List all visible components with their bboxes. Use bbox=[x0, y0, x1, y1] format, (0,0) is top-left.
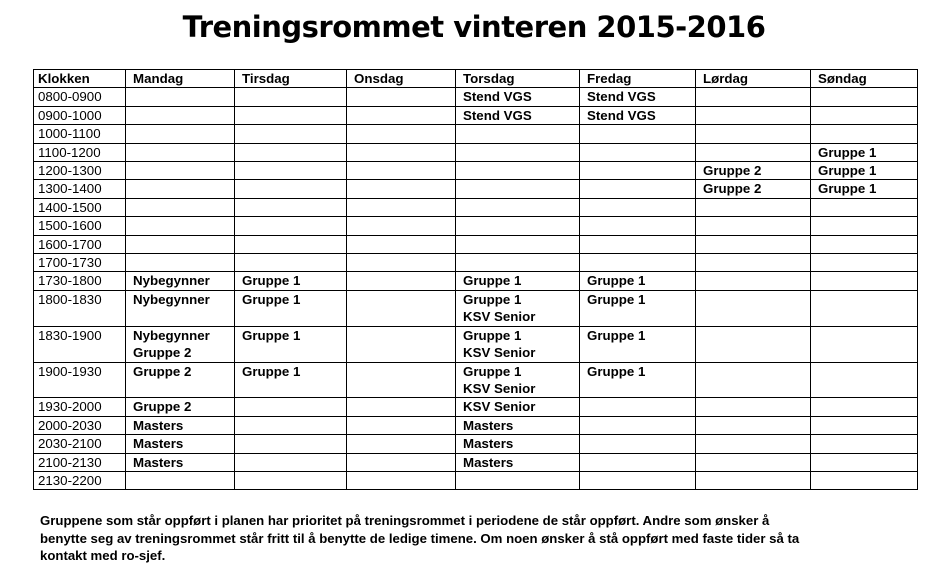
schedule-cell-wed bbox=[347, 180, 456, 198]
schedule-cell-tue bbox=[235, 198, 347, 216]
time-slot-cell: 1300-1400 bbox=[34, 180, 126, 198]
time-slot-cell: 1400-1500 bbox=[34, 198, 126, 216]
column-header-mon: Mandag bbox=[126, 70, 235, 88]
schedule-cell-thu bbox=[456, 180, 580, 198]
schedule-cell-wed bbox=[347, 162, 456, 180]
time-slot-cell: 1800-1830 bbox=[34, 290, 126, 326]
schedule-cell-fri bbox=[580, 180, 696, 198]
time-slot-cell: 1930-2000 bbox=[34, 398, 126, 416]
schedule-cell-fri bbox=[580, 435, 696, 453]
table-row bbox=[34, 290, 918, 326]
time-slot-cell: 1100-1200 bbox=[34, 143, 126, 161]
table-row bbox=[34, 471, 918, 489]
schedule-cell-tue: Gruppe 1 bbox=[235, 272, 347, 290]
schedule-cell-thu: Gruppe 1 bbox=[456, 272, 580, 290]
schedule-cell-mon: Gruppe 2 bbox=[126, 398, 235, 416]
schedule-cell-thu bbox=[456, 198, 580, 216]
schedule-cell-tue bbox=[235, 125, 347, 143]
schedule-cell-tue bbox=[235, 143, 347, 161]
table-row bbox=[34, 180, 918, 198]
schedule-cell-fri bbox=[580, 398, 696, 416]
schedule-cell-tue bbox=[235, 162, 347, 180]
schedule-body bbox=[34, 88, 918, 490]
schedule-cell-sat bbox=[696, 398, 811, 416]
schedule-cell-thu bbox=[456, 362, 580, 398]
schedule-cell-sun: Gruppe 1 bbox=[811, 143, 918, 161]
table-row bbox=[34, 235, 918, 253]
time-slot-cell: 1200-1300 bbox=[34, 162, 126, 180]
schedule-cell-wed bbox=[347, 362, 456, 398]
time-slot-cell: 1600-1700 bbox=[34, 235, 126, 253]
table-row bbox=[34, 326, 918, 362]
page-title: Treningsrommet vinteren 2015-2016 bbox=[182, 10, 766, 44]
schedule-cell-mon bbox=[126, 162, 235, 180]
schedule-cell-sat bbox=[696, 435, 811, 453]
table-row bbox=[34, 272, 918, 290]
schedule-cell-sun bbox=[811, 416, 918, 434]
cell-entry: KSV Senior bbox=[463, 309, 536, 325]
schedule-cell-sat bbox=[696, 272, 811, 290]
schedule-cell-sun bbox=[811, 198, 918, 216]
table-row bbox=[34, 198, 918, 216]
schedule-cell-mon: Nybegynner bbox=[126, 290, 235, 326]
schedule-cell-fri bbox=[580, 453, 696, 471]
schedule-cell-mon bbox=[126, 235, 235, 253]
time-slot-cell: 2130-2200 bbox=[34, 471, 126, 489]
schedule-cell-thu: Stend VGS bbox=[456, 106, 580, 124]
table-row bbox=[34, 398, 918, 416]
schedule-cell-fri: Stend VGS bbox=[580, 88, 696, 106]
schedule-cell-sun bbox=[811, 235, 918, 253]
schedule-cell-wed bbox=[347, 290, 456, 326]
schedule-cell-thu: Masters bbox=[456, 435, 580, 453]
schedule-cell-tue bbox=[235, 254, 347, 272]
table-row bbox=[34, 416, 918, 434]
schedule-cell-sun bbox=[811, 398, 918, 416]
schedule-cell-sun bbox=[811, 290, 918, 326]
schedule-cell-tue bbox=[235, 88, 347, 106]
time-slot-cell: 1730-1800 bbox=[34, 272, 126, 290]
schedule-cell-sun bbox=[811, 217, 918, 235]
schedule-cell-thu bbox=[456, 471, 580, 489]
schedule-cell-fri bbox=[580, 162, 696, 180]
table-row bbox=[34, 106, 918, 124]
schedule-cell-sun bbox=[811, 326, 918, 362]
table-row bbox=[34, 125, 918, 143]
schedule-cell-mon bbox=[126, 125, 235, 143]
footer-line-3: kontakt med ro-sjef. bbox=[40, 548, 166, 564]
schedule-cell-sat bbox=[696, 198, 811, 216]
table-row bbox=[34, 217, 918, 235]
schedule-cell-thu bbox=[456, 235, 580, 253]
table-row bbox=[34, 88, 918, 106]
schedule-cell-fri bbox=[580, 254, 696, 272]
schedule-cell-wed bbox=[347, 125, 456, 143]
schedule-cell-sat bbox=[696, 416, 811, 434]
schedule-table bbox=[33, 69, 918, 490]
schedule-cell-thu: Stend VGS bbox=[456, 88, 580, 106]
time-slot-cell: 2000-2030 bbox=[34, 416, 126, 434]
schedule-cell-sat bbox=[696, 143, 811, 161]
schedule-cell-thu bbox=[456, 162, 580, 180]
time-slot-cell: 1700-1730 bbox=[34, 254, 126, 272]
schedule-cell-mon: Masters bbox=[126, 435, 235, 453]
time-slot-cell: 2030-2100 bbox=[34, 435, 126, 453]
schedule-cell-fri bbox=[580, 217, 696, 235]
schedule-cell-fri bbox=[580, 471, 696, 489]
cell-entry: Nybegynner bbox=[133, 327, 210, 343]
column-header-tue: Tirsdag bbox=[235, 70, 347, 88]
schedule-cell-sun bbox=[811, 435, 918, 453]
schedule-cell-sat bbox=[696, 88, 811, 106]
cell-entry: Gruppe 1 bbox=[463, 363, 522, 379]
schedule-cell-sat bbox=[696, 362, 811, 398]
table-row bbox=[34, 254, 918, 272]
schedule-cell-sun bbox=[811, 471, 918, 489]
schedule-cell-fri bbox=[580, 198, 696, 216]
schedule-cell-thu bbox=[456, 143, 580, 161]
schedule-cell-fri: Gruppe 1 bbox=[580, 272, 696, 290]
schedule-cell-sun: Gruppe 1 bbox=[811, 180, 918, 198]
column-header-fri: Fredag bbox=[580, 70, 696, 88]
schedule-cell-sat bbox=[696, 106, 811, 124]
schedule-cell-sat bbox=[696, 471, 811, 489]
schedule-cell-mon bbox=[126, 198, 235, 216]
schedule-cell-thu: KSV Senior bbox=[456, 398, 580, 416]
schedule-cell-wed bbox=[347, 106, 456, 124]
schedule-cell-fri bbox=[580, 143, 696, 161]
schedule-cell-sun bbox=[811, 125, 918, 143]
table-row bbox=[34, 435, 918, 453]
schedule-cell-tue bbox=[235, 180, 347, 198]
schedule-cell-wed bbox=[347, 453, 456, 471]
schedule-cell-mon bbox=[126, 180, 235, 198]
time-slot-cell: 1000-1100 bbox=[34, 125, 126, 143]
schedule-cell-wed bbox=[347, 416, 456, 434]
schedule-cell-tue bbox=[235, 416, 347, 434]
time-slot-cell: 1900-1930 bbox=[34, 362, 126, 398]
schedule-cell-wed bbox=[347, 217, 456, 235]
schedule-cell-tue bbox=[235, 217, 347, 235]
schedule-cell-thu: Masters bbox=[456, 453, 580, 471]
schedule-cell-tue: Gruppe 1 bbox=[235, 326, 347, 362]
schedule-cell-fri: Gruppe 1 bbox=[580, 362, 696, 398]
schedule-cell-sun bbox=[811, 88, 918, 106]
footer-line-1: Gruppene som står oppført i planen har prioritet på treningsrommet i periodene de står oppført. Andre som ønsker å bbox=[40, 513, 770, 528]
footer-note bbox=[40, 512, 920, 565]
schedule-cell-sun bbox=[811, 453, 918, 471]
schedule-cell-tue: Gruppe 1 bbox=[235, 362, 347, 398]
table-row bbox=[34, 362, 918, 398]
header-row bbox=[34, 70, 918, 88]
table-row bbox=[34, 162, 918, 180]
time-slot-cell: 0900-1000 bbox=[34, 106, 126, 124]
schedule-cell-sun: Gruppe 1 bbox=[811, 162, 918, 180]
cell-entry: KSV Senior bbox=[463, 380, 536, 396]
schedule-cell-thu bbox=[456, 217, 580, 235]
time-slot-cell: 0800-0900 bbox=[34, 88, 126, 106]
schedule-cell-mon bbox=[126, 471, 235, 489]
schedule-cell-wed bbox=[347, 254, 456, 272]
schedule-cell-thu bbox=[456, 290, 580, 326]
cell-entry: KSV Senior bbox=[463, 345, 536, 361]
schedule-cell-mon bbox=[126, 254, 235, 272]
schedule-cell-sun bbox=[811, 362, 918, 398]
column-header-time: Klokken bbox=[34, 70, 126, 88]
schedule-cell-sat bbox=[696, 453, 811, 471]
schedule-cell-sat bbox=[696, 254, 811, 272]
schedule-cell-tue bbox=[235, 471, 347, 489]
schedule-cell-sat bbox=[696, 217, 811, 235]
column-header-sun: Søndag bbox=[811, 70, 918, 88]
time-slot-cell: 1830-1900 bbox=[34, 326, 126, 362]
schedule-cell-wed bbox=[347, 435, 456, 453]
schedule-cell-fri: Gruppe 1 bbox=[580, 290, 696, 326]
schedule-cell-sun bbox=[811, 272, 918, 290]
schedule-cell-sun bbox=[811, 106, 918, 124]
schedule-cell-wed bbox=[347, 88, 456, 106]
schedule-cell-sat bbox=[696, 125, 811, 143]
schedule-cell-mon: Masters bbox=[126, 416, 235, 434]
schedule-cell-fri: Stend VGS bbox=[580, 106, 696, 124]
schedule-cell-wed bbox=[347, 143, 456, 161]
schedule-cell-sat bbox=[696, 235, 811, 253]
schedule-cell-mon: Masters bbox=[126, 453, 235, 471]
table-row bbox=[34, 143, 918, 161]
schedule-cell-wed bbox=[347, 272, 456, 290]
schedule-cell-wed bbox=[347, 326, 456, 362]
cell-entry: Gruppe 1 bbox=[463, 291, 522, 307]
schedule-cell-tue bbox=[235, 435, 347, 453]
schedule-cell-wed bbox=[347, 398, 456, 416]
schedule-cell-wed bbox=[347, 198, 456, 216]
schedule-cell-fri bbox=[580, 416, 696, 434]
schedule-cell-mon bbox=[126, 106, 235, 124]
schedule-cell-tue: Gruppe 1 bbox=[235, 290, 347, 326]
schedule-cell-tue bbox=[235, 453, 347, 471]
schedule-cell-wed bbox=[347, 235, 456, 253]
time-slot-cell: 1500-1600 bbox=[34, 217, 126, 235]
schedule-cell-fri bbox=[580, 235, 696, 253]
footer-line-2: benytte seg av treningsrommet står fritt til å benytte de ledige timene. Om noen ønsker å stå oppført med faste tider så ta bbox=[40, 530, 800, 546]
column-header-thu: Torsdag bbox=[456, 70, 580, 88]
schedule-cell-sat bbox=[696, 326, 811, 362]
table-row bbox=[34, 453, 918, 471]
schedule-cell-tue bbox=[235, 398, 347, 416]
column-header-sat: Lørdag bbox=[696, 70, 811, 88]
schedule-cell-mon: Nybegynner bbox=[126, 272, 235, 290]
schedule-cell-mon bbox=[126, 88, 235, 106]
schedule-cell-wed bbox=[347, 471, 456, 489]
schedule-cell-sat: Gruppe 2 bbox=[696, 162, 811, 180]
cell-entry: Gruppe 2 bbox=[133, 345, 192, 361]
cell-entry: Gruppe 1 bbox=[463, 327, 522, 343]
schedule-cell-thu bbox=[456, 326, 580, 362]
schedule-cell-thu bbox=[456, 254, 580, 272]
schedule-cell-sat: Gruppe 2 bbox=[696, 180, 811, 198]
schedule-cell-mon bbox=[126, 217, 235, 235]
column-header-wed: Onsdag bbox=[347, 70, 456, 88]
schedule-cell-fri bbox=[580, 125, 696, 143]
schedule-cell-mon bbox=[126, 143, 235, 161]
schedule-cell-thu bbox=[456, 125, 580, 143]
schedule-cell-mon bbox=[126, 326, 235, 362]
time-slot-cell: 2100-2130 bbox=[34, 453, 126, 471]
schedule-cell-fri: Gruppe 1 bbox=[580, 326, 696, 362]
schedule-cell-mon: Gruppe 2 bbox=[126, 362, 235, 398]
schedule-cell-thu: Masters bbox=[456, 416, 580, 434]
schedule-cell-tue bbox=[235, 106, 347, 124]
schedule-cell-sat bbox=[696, 290, 811, 326]
schedule-cell-sun bbox=[811, 254, 918, 272]
schedule-cell-tue bbox=[235, 235, 347, 253]
